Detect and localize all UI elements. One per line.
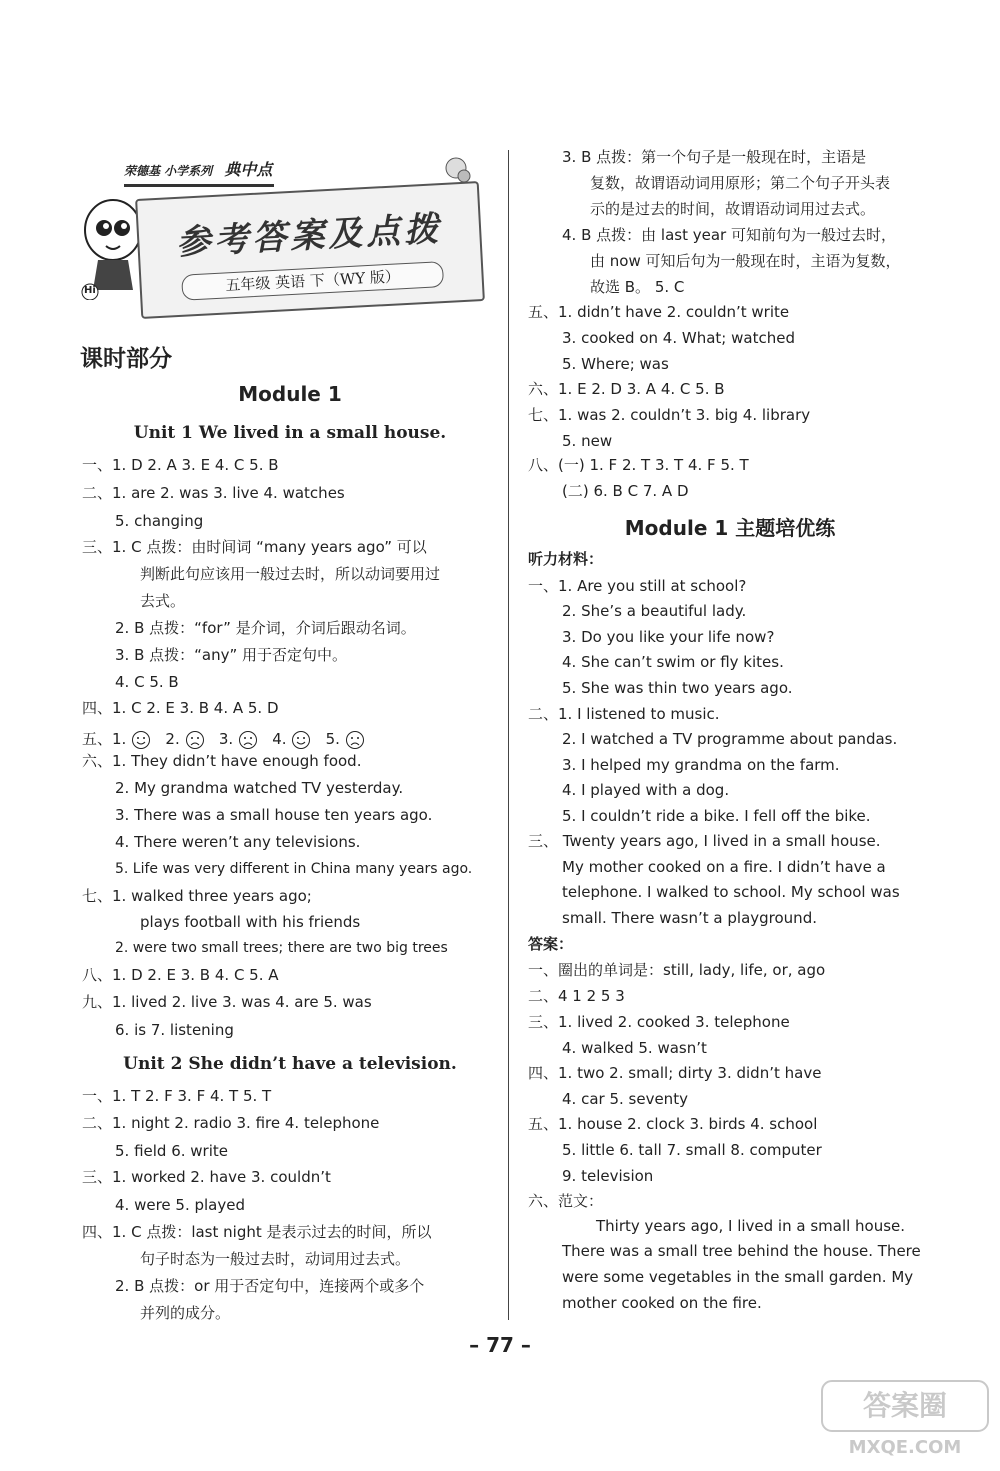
answer-line: 5. little 6. tall 7. small 8. computer bbox=[562, 1141, 822, 1159]
answer-line: 五、1. didn’t have 2. couldn’t write bbox=[528, 303, 790, 321]
answer-line: 5. new bbox=[562, 432, 613, 450]
answer-line: There was a small tree behind the house. There bbox=[562, 1242, 921, 1260]
answer-line: 5. Where; was bbox=[562, 355, 669, 373]
answer-line: 一、1. T 2. F 3. F 4. T 5. T bbox=[82, 1087, 272, 1105]
answer-line: 3. B 点拨：“any” 用于否定句中。 bbox=[115, 646, 348, 664]
answer-line: 4. car 5. seventy bbox=[562, 1090, 688, 1108]
header-banner bbox=[78, 150, 498, 325]
page-number: – 77 – bbox=[469, 1333, 531, 1357]
answer-line: 4. were 5. played bbox=[115, 1196, 245, 1214]
section-title: 课时部分 bbox=[80, 346, 172, 372]
answer-line: 复数，故谓语动词用原形；第二个句子开头表 bbox=[590, 174, 891, 192]
answer-line: 3. I helped my grandma on the farm. bbox=[562, 756, 840, 774]
answer-line: 示的是过去的时间，故谓语动词用过去式。 bbox=[590, 200, 876, 218]
faces-answer-line bbox=[82, 728, 365, 750]
sad-face-icon bbox=[238, 730, 258, 750]
series-logo bbox=[124, 156, 274, 187]
answer-line: 八、(一) 1. F 2. T 3. T 4. F 5. T bbox=[528, 456, 749, 474]
answer-line: 三、 Twenty years ago, I lived in a small house. bbox=[528, 832, 881, 850]
answers-header: 答案： bbox=[528, 935, 574, 953]
brand-logo: 典中点 bbox=[224, 160, 273, 179]
answer-line: 2. She’s a beautiful lady. bbox=[562, 602, 747, 620]
answer-line: 四、1. two 2. small; dirty 3. didn’t have bbox=[528, 1064, 822, 1082]
answer-line: 4. C 5. B bbox=[115, 673, 179, 691]
answer-line: 由 now 可知后句为一般现在时，主语为复数， bbox=[590, 252, 901, 270]
answer-line: 六、1. They didn’t have enough food. bbox=[82, 752, 362, 770]
answer-line: 3. Do you like your life now? bbox=[562, 628, 775, 646]
answer-line: telephone. I walked to school. My school was bbox=[562, 883, 900, 901]
faces-label: 4. bbox=[272, 730, 287, 748]
answer-line: 9. television bbox=[562, 1167, 654, 1185]
listening-header: 听力材料： bbox=[528, 550, 604, 568]
answer-line: Thirty years ago, I lived in a small house. bbox=[596, 1217, 906, 1235]
module-title-right: Module 1 主题培优练 bbox=[624, 516, 836, 540]
title-card bbox=[135, 181, 485, 319]
answer-line: 五、1. house 2. clock 3. birds 4. school bbox=[528, 1115, 818, 1133]
answer-line: 六、1. E 2. D 3. A 4. C 5. B bbox=[528, 380, 725, 398]
answer-line: 2. I watched a TV programme about pandas. bbox=[562, 730, 898, 748]
watermark-logo bbox=[820, 1379, 990, 1459]
answer-line: 故选 B。 5. C bbox=[590, 278, 685, 296]
answer-line: 一、1. Are you still at school? bbox=[528, 577, 747, 595]
banner-subtitle: 五年级 英语 下（WY 版） bbox=[181, 261, 444, 301]
answer-line: mother cooked on the fire. bbox=[562, 1294, 762, 1312]
answer-line: 4. B 点拨：由 last year 可知前句为一般过去时， bbox=[562, 226, 896, 244]
mascot-label: Hi bbox=[84, 285, 96, 296]
answer-line: small. There wasn’t a playground. bbox=[562, 909, 817, 927]
answer-line: 四、1. C 点拨：last night 是表示过去的时间，所以 bbox=[82, 1223, 432, 1241]
answer-line: 4. I played with a dog. bbox=[562, 781, 730, 799]
answer-line: 二、4 1 2 5 3 bbox=[528, 987, 625, 1005]
answer-line: 并列的成分。 bbox=[140, 1304, 231, 1322]
answer-line: 九、1. lived 2. live 3. was 4. are 5. was bbox=[82, 993, 372, 1011]
column-divider bbox=[508, 150, 509, 1320]
faces-label: 5. bbox=[325, 730, 340, 748]
balloon-decoration bbox=[438, 154, 474, 190]
answer-line: were some vegetables in the small garden. My bbox=[562, 1268, 914, 1286]
answer-line: 3. cooked on 4. What; watched bbox=[562, 329, 795, 347]
answer-line: 3. There was a small house ten years ago. bbox=[115, 806, 433, 824]
answer-line: My mother cooked on a fire. I didn’t have a bbox=[562, 858, 886, 876]
answer-line: 二、1. night 2. radio 3. fire 4. telephone bbox=[82, 1114, 380, 1132]
answer-line: 一、圈出的单词是：still, lady, life, or, ago bbox=[528, 961, 826, 979]
banner-title: 参考答案及点拨 bbox=[175, 209, 444, 263]
unit2-title: Unit 2 She didn’t have a television. bbox=[123, 1054, 457, 1074]
answer-line: 六、范文： bbox=[528, 1192, 604, 1210]
faces-label: 五、1. bbox=[82, 730, 127, 748]
answer-line: 三、1. lived 2. cooked 3. telephone bbox=[528, 1013, 790, 1031]
answer-line: 2. were two small trees; there are two big trees bbox=[115, 940, 448, 956]
sad-face-icon bbox=[345, 730, 365, 750]
answer-line: 5. I couldn’t ride a bike. I fell off the bike. bbox=[562, 807, 871, 825]
module-title-left: Module 1 bbox=[238, 382, 342, 406]
answer-line: 3. B 点拨：第一个句子是一般现在时，主语是 bbox=[562, 148, 867, 166]
svg-text:MXQE.COM: MXQE.COM bbox=[848, 1437, 962, 1458]
answer-line: 二、1. I listened to music. bbox=[528, 705, 720, 723]
answer-line: 七、1. was 2. couldn’t 3. big 4. library bbox=[528, 406, 811, 424]
svg-text:答案圈: 答案圈 bbox=[862, 1389, 948, 1422]
answer-line: 5. Life was very different in China many years ago. bbox=[115, 861, 473, 877]
answer-line: 句子时态为一般过去时，动词用过去式。 bbox=[140, 1250, 411, 1268]
faces-label: 2. bbox=[165, 730, 180, 748]
answer-line: 八、1. D 2. E 3. B 4. C 5. A bbox=[82, 966, 279, 984]
answer-line: 2. My grandma watched TV yesterday. bbox=[115, 779, 404, 797]
answer-line: 4. walked 5. wasn’t bbox=[562, 1039, 707, 1057]
answer-line: 四、1. C 2. E 3. B 4. A 5. D bbox=[82, 699, 279, 717]
answer-line: 三、1. worked 2. have 3. couldn’t bbox=[82, 1168, 331, 1186]
answer-line: 一、1. D 2. A 3. E 4. C 5. B bbox=[82, 456, 279, 474]
sad-face-icon bbox=[185, 730, 205, 750]
answer-line: (二) 6. B C 7. A D bbox=[562, 482, 689, 500]
smile-face-icon bbox=[291, 730, 311, 750]
answer-line: 2. B 点拨：“for” 是介词，介词后跟动名词。 bbox=[115, 619, 416, 637]
answer-line: 二、1. are 2. was 3. live 4. watches bbox=[82, 484, 345, 502]
answer-line: 4. She can’t swim or fly kites. bbox=[562, 653, 784, 671]
answer-line: 2. B 点拨：or 用于否定句中，连接两个或多个 bbox=[115, 1277, 425, 1295]
answer-line: 5. field 6. write bbox=[115, 1142, 229, 1160]
answer-line: 去式。 bbox=[140, 592, 186, 610]
answer-line: 5. changing bbox=[115, 512, 204, 530]
unit1-title: Unit 1 We lived in a small house. bbox=[133, 423, 447, 443]
smile-face-icon bbox=[131, 730, 151, 750]
answer-line: 4. There weren’t any televisions. bbox=[115, 833, 361, 851]
answer-line: plays football with his friends bbox=[140, 913, 361, 931]
faces-label: 3. bbox=[218, 730, 234, 748]
answer-line: 6. is 7. listening bbox=[115, 1021, 234, 1039]
series-logo-text: 荣德基 小学系列 bbox=[124, 164, 213, 178]
answer-line: 判断此句应该用一般过去时，所以动词要用过 bbox=[140, 565, 441, 583]
answer-line: 三、1. C 点拨：由时间词 “many years ago” 可以 bbox=[82, 538, 427, 556]
answer-line: 5. She was thin two years ago. bbox=[562, 679, 793, 697]
answer-line: 七、1. walked three years ago; bbox=[82, 887, 312, 905]
